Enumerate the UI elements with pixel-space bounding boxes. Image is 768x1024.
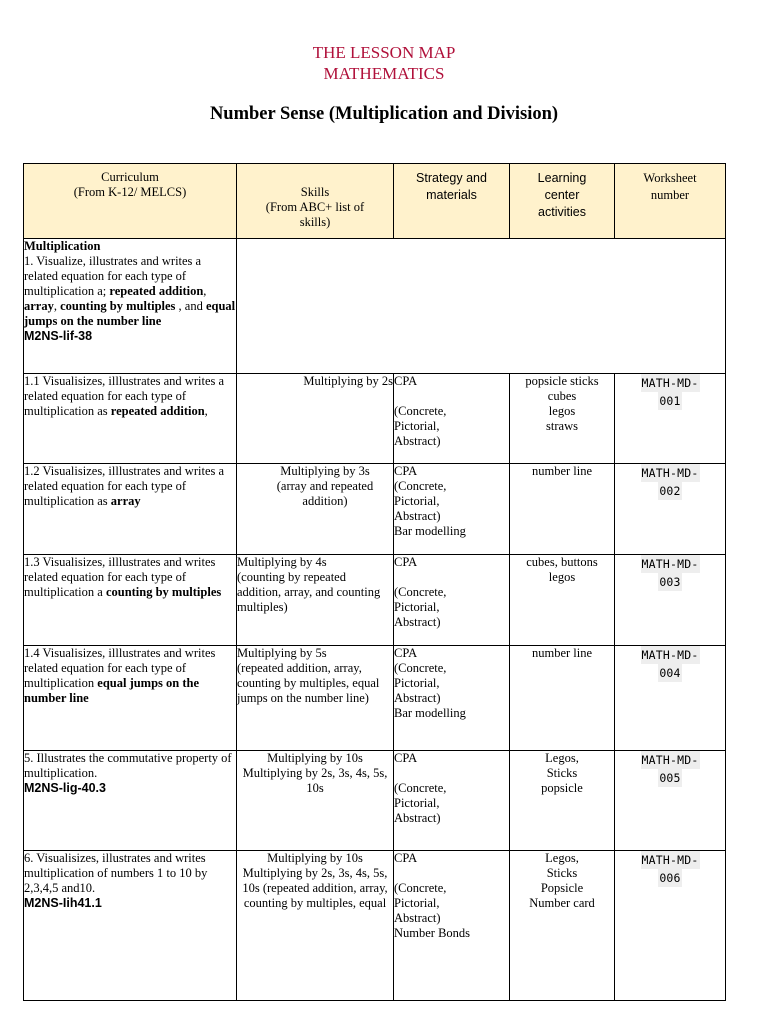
- skills-cell: [237, 555, 394, 646]
- strategy-line: (Concrete,: [394, 479, 447, 493]
- curriculum-text: 6. Visualisizes, illustrates and writes multiplication of numbers 1 to 10 by 2,3,4,5 and10.: [24, 851, 208, 895]
- objective-term: counting by multiples: [60, 299, 176, 313]
- strategy-line: Pictorial,: [394, 419, 440, 433]
- curriculum-text: 5. Illustrates the commutative property of multiplication.: [24, 751, 232, 780]
- curriculum-text: 1.3 Visualisizes, illlustrates and writes related equation for each type of multiplication a: [24, 555, 216, 599]
- skill-line: Multiplying by 2s, 3s, 4s, 5s, 10s (repeated addition, array, counting by multiples, equal: [242, 866, 388, 910]
- table-row: [24, 555, 726, 646]
- skill-line: Multiplying by 2s, 3s, 4s, 5s, 10s: [242, 766, 388, 795]
- strategy-line: (Concrete,: [394, 585, 447, 599]
- strategy-cell: [394, 464, 510, 555]
- objective-text: ,: [53, 299, 61, 313]
- strategy-line: (Concrete,: [394, 881, 447, 895]
- curriculum-header-line2: (From K-12/ MELCS): [73, 185, 187, 199]
- worksheet-cell: [615, 646, 726, 751]
- curriculum-cell: [24, 851, 237, 1001]
- strategy-line: CPA: [394, 751, 418, 765]
- table-row: [24, 751, 726, 851]
- worksheet-number: MATH-MD-: [641, 853, 699, 867]
- curriculum-term: equal jumps on the number line: [24, 676, 200, 705]
- activity-line: Sticks: [546, 866, 578, 880]
- skills-cell: [237, 851, 394, 1001]
- worksheet-number: 002: [659, 484, 681, 498]
- strategy-line: CPA: [394, 851, 418, 865]
- strategy-line: (Concrete,: [394, 661, 447, 675]
- strategy-gap: [394, 570, 509, 585]
- curriculum-text: 1.1 Visualisizes, illlustrates and writes a related equation for each type of multiplication as: [24, 374, 225, 418]
- curriculum-cell: [24, 374, 237, 464]
- activity-line: cubes: [547, 389, 577, 403]
- curriculum-text: ,: [204, 404, 208, 418]
- activity-line: popsicle: [541, 781, 583, 795]
- competency-code: M2NS-Iih41.1: [24, 896, 102, 910]
- objective-term: equal jumps on the number line: [24, 299, 236, 328]
- strategy-cell: [394, 555, 510, 646]
- document-title: THE LESSON MAP: [312, 43, 456, 62]
- strategy-cell: [394, 374, 510, 464]
- strategy-cell: [394, 646, 510, 751]
- worksheet-number: 005: [659, 771, 681, 785]
- curriculum-cell: [24, 464, 237, 555]
- objective-text: 1. Visualize, illustrates and writes a related equation for each type of multiplication a;: [24, 254, 202, 298]
- learning-cell: [510, 851, 615, 1001]
- curriculum-cell: [24, 646, 237, 751]
- activity-line: straws: [546, 419, 578, 433]
- skill-line: (array and repeated addition): [276, 479, 374, 508]
- skill-line: Multiplying by 10s: [267, 751, 363, 765]
- skills-cell: [237, 464, 394, 555]
- curriculum-term: repeated addition: [110, 404, 205, 418]
- skill-line: Multiplying by 2s: [303, 374, 393, 388]
- competency-code: M2NS-lig-40.3: [24, 781, 106, 795]
- activity-line: Legos,: [545, 751, 579, 765]
- worksheet-number: MATH-MD-: [641, 648, 699, 662]
- strategy-line: CPA: [394, 555, 418, 569]
- curriculum-term: array: [110, 494, 141, 508]
- header-row: [24, 164, 726, 239]
- col-header-curriculum: [24, 164, 237, 239]
- activity-line: popsicle sticks: [525, 374, 599, 388]
- learning-cell: [510, 646, 615, 751]
- section-objective: [24, 254, 236, 329]
- skills-cell: [237, 751, 394, 851]
- section-row-multiplication: [24, 239, 726, 374]
- curriculum-cell: [24, 555, 237, 646]
- worksheet-number: 003: [659, 575, 681, 589]
- section-heading: Multiplication: [24, 239, 101, 253]
- skills-cell: [237, 646, 394, 751]
- activity-line: Number card: [529, 896, 595, 910]
- strategy-cell: [394, 851, 510, 1001]
- skill-line: (counting by repeated addition, array, and counting multiples): [237, 570, 381, 614]
- worksheet-cell: [615, 851, 726, 1001]
- strategy-header: Strategy and materials: [416, 171, 487, 202]
- worksheet-cell: [615, 751, 726, 851]
- strategy-line: Pictorial,: [394, 600, 440, 614]
- col-header-learning: [510, 164, 615, 239]
- strategy-line: (Concrete,: [394, 404, 447, 418]
- strategy-gap: [394, 389, 509, 404]
- activity-line: Sticks: [546, 766, 578, 780]
- objective-text: ,: [203, 284, 207, 298]
- strategy-cell: [394, 751, 510, 851]
- worksheet-number: MATH-MD-: [641, 376, 699, 390]
- competency-code: M2NS-lif-38: [24, 329, 93, 343]
- skill-line: Multiplying by 5s: [237, 646, 327, 660]
- activity-line: Popsicle: [540, 881, 584, 895]
- lesson-map-table: [23, 163, 726, 1001]
- activity-line: Legos,: [545, 851, 579, 865]
- strategy-line: (Concrete,: [394, 781, 447, 795]
- worksheet-number: MATH-MD-: [641, 557, 699, 571]
- table-row: [24, 464, 726, 555]
- worksheet-cell: [615, 464, 726, 555]
- worksheet-cell: [615, 374, 726, 464]
- strategy-line: CPA: [394, 646, 418, 660]
- col-header-strategy: [394, 164, 510, 239]
- activity-line: number line: [531, 464, 593, 478]
- skill-line: (repeated addition, array, counting by multiples, equal jumps on the number line): [237, 661, 380, 705]
- curriculum-header-line1: Curriculum: [101, 170, 159, 184]
- skills-header-line1: Skills: [300, 185, 330, 199]
- document-subtitle: MATHEMATICS: [323, 64, 445, 83]
- strategy-gap: [394, 766, 509, 781]
- curriculum-cell: [24, 751, 237, 851]
- objective-term: repeated addition: [109, 284, 204, 298]
- strategy-line: Abstract): [394, 434, 441, 448]
- table-row: [24, 851, 726, 1001]
- strategy-line: Number Bonds: [394, 926, 471, 940]
- activity-line: legos: [548, 570, 576, 584]
- strategy-line: Abstract): [394, 509, 441, 523]
- worksheet-number: MATH-MD-: [641, 753, 699, 767]
- learning-cell: [510, 374, 615, 464]
- skills-cell: [237, 374, 394, 464]
- curriculum-text: 1.4 Visualisizes, illlustrates and writes related equation for each type of multiplication: [24, 646, 216, 690]
- worksheet-header: Worksheet number: [643, 171, 697, 202]
- worksheet-number: MATH-MD-: [641, 466, 699, 480]
- strategy-gap: [394, 866, 509, 881]
- worksheet-number: 001: [659, 394, 681, 408]
- strategy-line: Abstract): [394, 911, 441, 925]
- section-empty-cell: [237, 239, 726, 374]
- strategy-line: CPA: [394, 374, 418, 388]
- topic-heading: Number Sense (Multiplication and Division): [209, 104, 559, 124]
- curriculum-term: counting by multiples: [105, 585, 222, 599]
- learning-cell: [510, 555, 615, 646]
- skill-line: Multiplying by 4s: [237, 555, 327, 569]
- objective-term: array: [24, 299, 54, 313]
- table-row: [24, 646, 726, 751]
- skills-header-line2: (From ABC+ list of skills): [265, 200, 365, 229]
- learning-header: Learning center activities: [537, 171, 587, 219]
- skill-line: Multiplying by 10s: [267, 851, 363, 865]
- activity-line: number line: [531, 646, 593, 660]
- learning-cell: [510, 464, 615, 555]
- col-header-worksheet: [615, 164, 726, 239]
- worksheet-number: 006: [659, 871, 681, 885]
- learning-cell: [510, 751, 615, 851]
- strategy-line: Pictorial,: [394, 796, 440, 810]
- strategy-line: Abstract): [394, 691, 441, 705]
- strategy-line: CPA: [394, 464, 418, 478]
- skill-line: Multiplying by 3s: [280, 464, 370, 478]
- strategy-line: Pictorial,: [394, 676, 440, 690]
- col-header-skills: [237, 164, 394, 239]
- strategy-line: Abstract): [394, 811, 441, 825]
- activity-line: legos: [548, 404, 576, 418]
- table-row: [24, 374, 726, 464]
- strategy-line: Bar modelling: [394, 524, 466, 538]
- strategy-line: Pictorial,: [394, 494, 440, 508]
- objective-text: , and: [175, 299, 206, 313]
- worksheet-number: 004: [659, 666, 681, 680]
- section-cell: [24, 239, 237, 374]
- curriculum-text: 1.2 Visualisizes, illlustrates and writes a related equation for each type of multiplication as: [24, 464, 225, 508]
- strategy-line: Pictorial,: [394, 896, 440, 910]
- strategy-line: Abstract): [394, 615, 441, 629]
- worksheet-cell: [615, 555, 726, 646]
- activity-line: cubes, buttons: [526, 555, 598, 569]
- strategy-line: Bar modelling: [394, 706, 466, 720]
